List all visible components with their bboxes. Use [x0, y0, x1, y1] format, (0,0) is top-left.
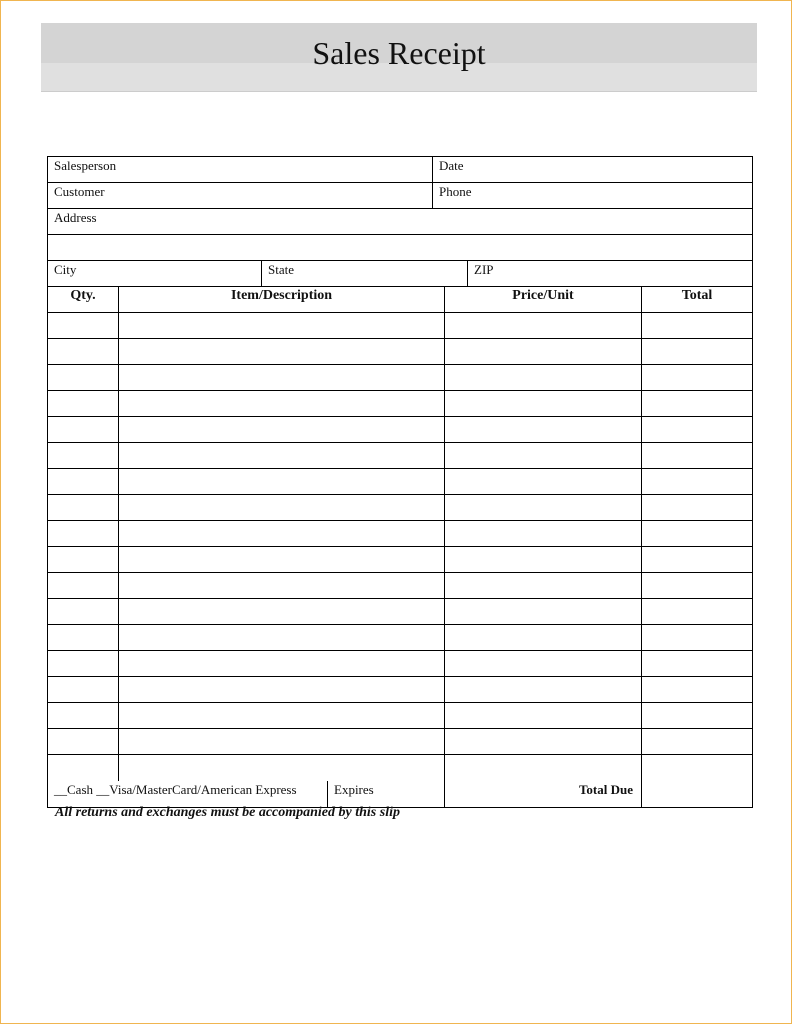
- total-cell[interactable]: [641, 417, 752, 442]
- item-description-cell[interactable]: [118, 417, 444, 442]
- address-line-2-row: [48, 235, 752, 261]
- qty-cell[interactable]: [48, 339, 118, 364]
- total-cell[interactable]: [641, 547, 752, 572]
- customer-label: Customer: [54, 184, 105, 199]
- price-unit-cell[interactable]: [444, 573, 641, 598]
- item-description-cell[interactable]: [118, 313, 444, 338]
- table-row: [48, 469, 752, 495]
- table-row: [48, 599, 752, 625]
- total-cell[interactable]: [641, 677, 752, 702]
- item-description-cell[interactable]: [118, 573, 444, 598]
- qty-cell[interactable]: [48, 495, 118, 520]
- total-cell[interactable]: [641, 391, 752, 416]
- table-row: [48, 755, 752, 781]
- total-cell[interactable]: [641, 755, 752, 781]
- total-due-field[interactable]: [641, 781, 752, 807]
- price-unit-cell[interactable]: [444, 729, 641, 754]
- payment-row: [48, 781, 752, 807]
- total-header: Total: [641, 287, 752, 312]
- page-title: Sales Receipt: [312, 35, 486, 71]
- items-header-row: [48, 287, 752, 313]
- item-description-cell[interactable]: [118, 469, 444, 494]
- item-description-cell[interactable]: [118, 599, 444, 624]
- qty-cell[interactable]: [48, 521, 118, 546]
- item-description-cell[interactable]: [118, 495, 444, 520]
- price-unit-cell[interactable]: [444, 599, 641, 624]
- table-row: [48, 495, 752, 521]
- qty-cell[interactable]: [48, 443, 118, 468]
- table-row: [48, 573, 752, 599]
- price-unit-cell[interactable]: [444, 521, 641, 546]
- table-row: [48, 391, 752, 417]
- price-unit-cell[interactable]: [444, 339, 641, 364]
- state-field[interactable]: [261, 261, 467, 286]
- item-description-cell[interactable]: [118, 729, 444, 754]
- price-unit-cell[interactable]: [444, 703, 641, 728]
- payment-methods-label: __Cash __Visa/MasterCard/American Express: [54, 782, 297, 797]
- total-cell[interactable]: [641, 599, 752, 624]
- qty-cell[interactable]: [48, 625, 118, 650]
- total-cell[interactable]: [641, 495, 752, 520]
- qty-cell[interactable]: [48, 391, 118, 416]
- price-unit-cell[interactable]: [444, 313, 641, 338]
- price-unit-cell[interactable]: [444, 677, 641, 702]
- table-row: [48, 547, 752, 573]
- qty-cell[interactable]: [48, 755, 118, 781]
- state-label: State: [268, 262, 294, 277]
- price-unit-cell[interactable]: [444, 495, 641, 520]
- qty-header: Qty.: [70, 288, 96, 303]
- table-row: [48, 703, 752, 729]
- zip-label: ZIP: [474, 262, 494, 277]
- city-field[interactable]: [48, 261, 261, 286]
- salesperson-row: [48, 157, 752, 183]
- qty-cell[interactable]: [48, 677, 118, 702]
- table-row: [48, 417, 752, 443]
- qty-cell[interactable]: [48, 365, 118, 390]
- title-banner: [41, 23, 757, 92]
- price-unit-cell[interactable]: [444, 547, 641, 572]
- table-row: [48, 729, 752, 755]
- item-description-cell[interactable]: [118, 521, 444, 546]
- returns-note: All returns and exchanges must be accompanied by this slip: [55, 805, 400, 820]
- item-rows: [48, 313, 752, 781]
- table-row: [48, 521, 752, 547]
- expires-field[interactable]: [327, 781, 444, 807]
- price-unit-cell[interactable]: [444, 365, 641, 390]
- table-row: [48, 625, 752, 651]
- qty-cell[interactable]: [48, 599, 118, 624]
- price-unit-header: Price/Unit: [444, 287, 641, 312]
- date-field[interactable]: [432, 157, 752, 182]
- qty-cell[interactable]: [48, 547, 118, 572]
- item-description-cell[interactable]: [118, 391, 444, 416]
- price-unit-cell[interactable]: [444, 469, 641, 494]
- item-description-cell[interactable]: [118, 365, 444, 390]
- price-unit-cell[interactable]: [444, 651, 641, 676]
- salesperson-label: Salesperson: [54, 158, 117, 173]
- zip-field[interactable]: [467, 261, 752, 286]
- address-field[interactable]: [48, 209, 752, 234]
- total-cell[interactable]: [641, 443, 752, 468]
- item-description-cell[interactable]: [118, 339, 444, 364]
- price-unit-cell[interactable]: [444, 417, 641, 442]
- customer-field[interactable]: [48, 183, 432, 208]
- salesperson-field[interactable]: [48, 157, 432, 182]
- item-description-cell[interactable]: [118, 443, 444, 468]
- address-row: [48, 209, 752, 235]
- phone-label: Phone: [439, 184, 472, 199]
- item-description-cell[interactable]: [118, 677, 444, 702]
- total-cell[interactable]: [641, 703, 752, 728]
- qty-cell[interactable]: [48, 729, 118, 754]
- city-label: City: [54, 262, 77, 277]
- address-line-2-field[interactable]: [48, 235, 752, 260]
- item-description-cell[interactable]: [118, 755, 444, 781]
- total-cell[interactable]: [641, 729, 752, 754]
- total-due-label: Total Due: [444, 781, 641, 807]
- table-row: [48, 677, 752, 703]
- table-row: [48, 339, 752, 365]
- price-unit-cell[interactable]: [444, 625, 641, 650]
- total-cell[interactable]: [641, 625, 752, 650]
- payment-methods[interactable]: [48, 781, 327, 807]
- total-cell[interactable]: [641, 365, 752, 390]
- phone-field[interactable]: [432, 183, 752, 208]
- customer-row: [48, 183, 752, 209]
- city-state-zip-row: [48, 261, 752, 287]
- price-unit-cell[interactable]: [444, 755, 641, 781]
- table-row: [48, 443, 752, 469]
- table-row: [48, 313, 752, 339]
- total-cell[interactable]: [641, 339, 752, 364]
- total-cell[interactable]: [641, 469, 752, 494]
- item-description-cell[interactable]: [118, 651, 444, 676]
- expires-label: Expires: [334, 782, 374, 797]
- address-label: Address: [54, 210, 97, 225]
- item-description-header: Item/Description: [118, 287, 444, 312]
- table-row: [48, 651, 752, 677]
- table-row: [48, 365, 752, 391]
- total-cell[interactable]: [641, 521, 752, 546]
- qty-cell[interactable]: [48, 703, 118, 728]
- total-cell[interactable]: [641, 313, 752, 338]
- qty-cell[interactable]: [48, 417, 118, 442]
- qty-cell[interactable]: [48, 573, 118, 598]
- price-unit-cell[interactable]: [444, 443, 641, 468]
- qty-cell[interactable]: [48, 469, 118, 494]
- item-description-cell[interactable]: [118, 547, 444, 572]
- total-cell[interactable]: [641, 573, 752, 598]
- qty-cell[interactable]: [48, 313, 118, 338]
- price-unit-cell[interactable]: [444, 391, 641, 416]
- qty-cell[interactable]: [48, 651, 118, 676]
- total-cell[interactable]: [641, 651, 752, 676]
- item-description-cell[interactable]: [118, 625, 444, 650]
- receipt-form: [47, 156, 753, 808]
- item-description-cell[interactable]: [118, 703, 444, 728]
- date-label: Date: [439, 158, 464, 173]
